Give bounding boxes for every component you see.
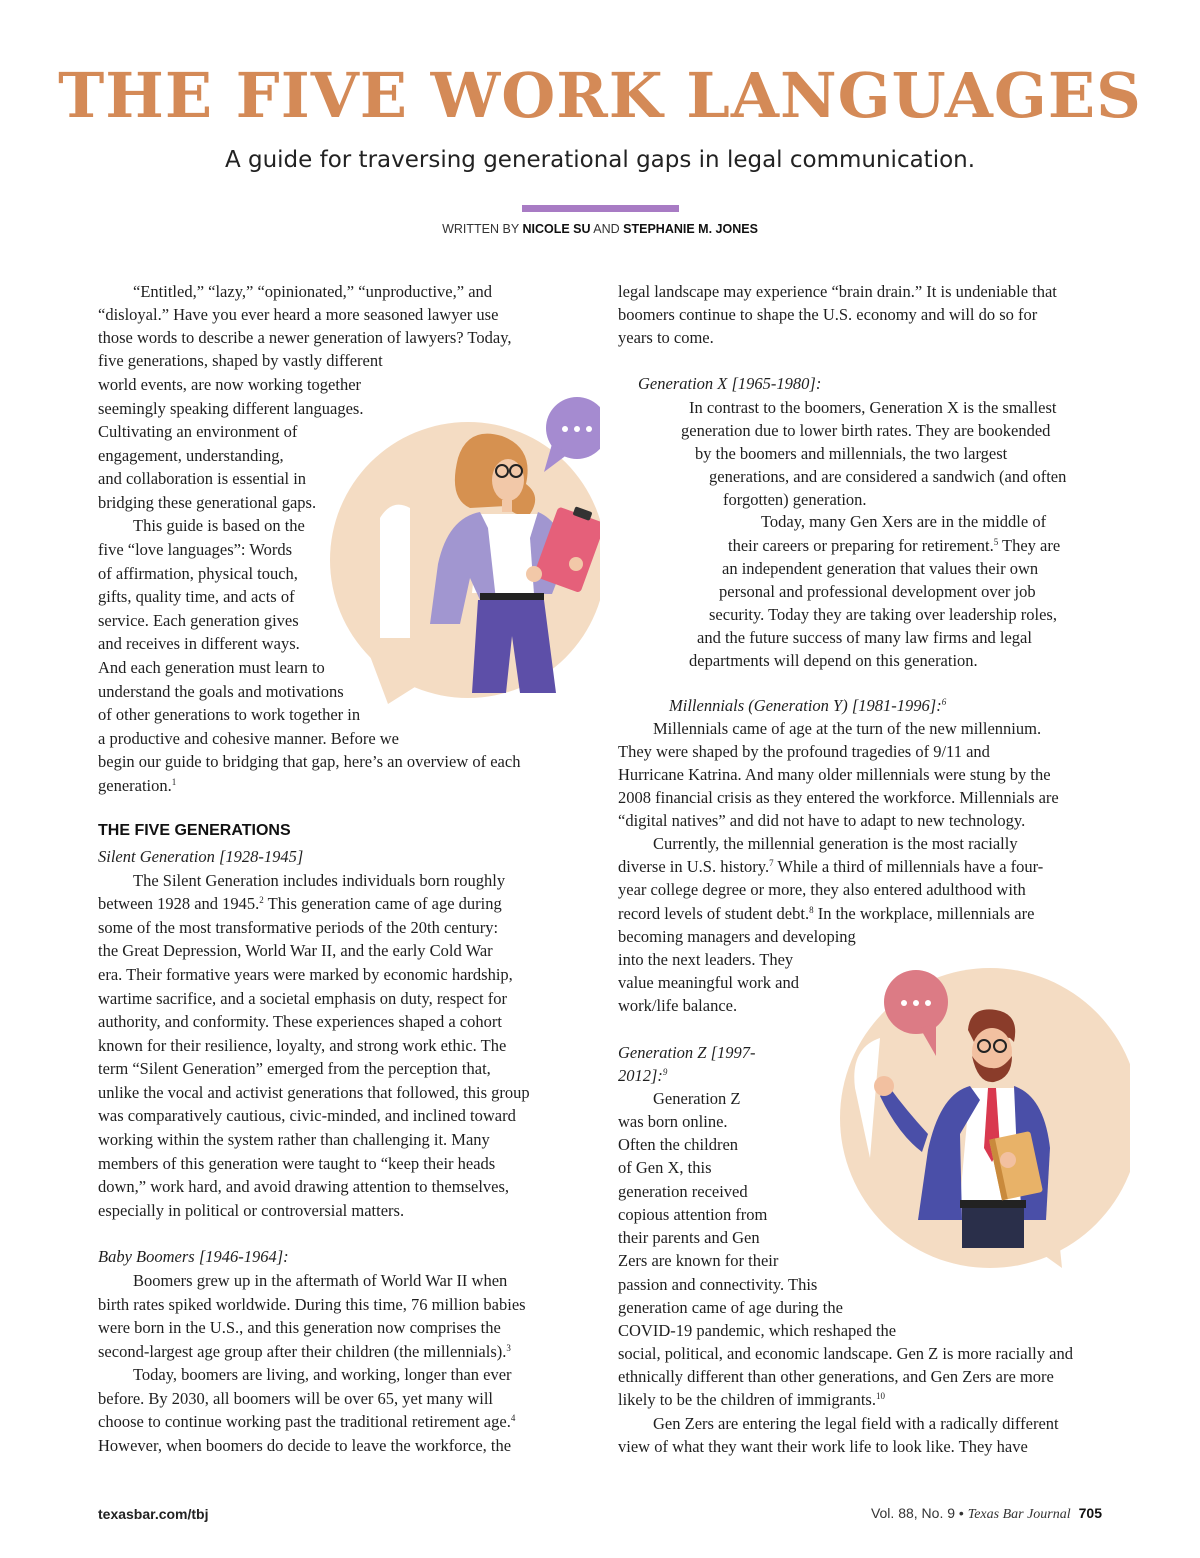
text-line: Gen Zers are entering the legal field with a radically different <box>653 1414 1059 1433</box>
text-line: world events, are now working together <box>98 375 362 394</box>
text-line <box>98 1410 515 1433</box>
text-line: five “love languages”: Words <box>98 540 293 559</box>
text-line: members of this generation were taught to “keep their heads <box>98 1154 496 1173</box>
text-line: departments will depend on this generation. <box>689 651 978 670</box>
text-run: record levels of student debt. <box>618 904 810 923</box>
text-line: seemingly speaking different languages. <box>98 399 364 418</box>
byline <box>0 220 1200 238</box>
footer-issue-info <box>871 1505 1102 1523</box>
footer-site-link[interactable]: texasbar.com/tbj <box>98 1506 209 1522</box>
footnote-ref[interactable]: 7 <box>769 858 774 868</box>
text-line: gifts, quality time, and acts of <box>98 587 295 606</box>
text-line: Zers are known for their <box>618 1251 779 1270</box>
text-line: Today, many Gen Xers are in the middle of <box>761 512 1047 531</box>
text-line <box>98 892 502 915</box>
text-line: However, when boomers do decide to leave the workforce, the <box>98 1436 512 1455</box>
text-line: COVID-19 pandemic, which reshaped the <box>618 1321 897 1340</box>
page-number: 705 <box>1078 1505 1102 1521</box>
text-line <box>618 855 1043 878</box>
text-line: becoming managers and developing <box>618 927 856 946</box>
text-line: boomers continue to shape the U.S. economy and will do so for <box>618 305 1038 324</box>
text-line: And each generation must learn to <box>98 658 325 677</box>
text-line: begin our guide to bridging that gap, here’s an overview of each <box>98 752 521 771</box>
text-line: engagement, understanding, <box>98 446 284 465</box>
text-run: between 1928 and 1945. <box>98 894 260 913</box>
text-run: diverse in U.S. history. <box>618 857 770 876</box>
text-line: 2008 financial crisis as they entered the workforce. Millennials are <box>618 788 1059 807</box>
footer-journal: Texas Bar Journal <box>967 1507 1071 1522</box>
text-line: those words to describe a newer generation of lawyers? Today, <box>98 328 512 347</box>
text-line: generations, and are considered a sandwich (and often <box>709 467 1067 486</box>
text-line: Hurricane Katrina. And many older millennials were stung by the <box>618 765 1051 784</box>
text-line: view of what they want their work life to look like. They have <box>618 1437 1028 1456</box>
text-line: Currently, the millennial generation is the most racially <box>653 834 1018 853</box>
text-line: value meaningful work and <box>618 973 799 992</box>
author-1: NICOLE SU <box>522 222 591 236</box>
text-line: ethnically different than other generations, and Gen Zers are more <box>618 1367 1054 1386</box>
text-line: era. Their formative years were marked by economic hardship, <box>98 965 513 984</box>
footer-bullet: • <box>958 1505 964 1521</box>
text-line: working within the system rather than challenging it. Many <box>98 1130 490 1149</box>
text-run: their careers or preparing for retirement. <box>728 536 994 555</box>
text-line: before. By 2030, all boomers will be over 65, yet many will <box>98 1389 494 1408</box>
footnote-ref[interactable]: 5 <box>993 537 999 547</box>
text-line: wartime sacrifice, and a societal emphasis on duty, respect for <box>98 989 507 1008</box>
text-line: In contrast to the boomers, Generation X is the smallest <box>689 398 1057 417</box>
text-line: of affirmation, physical touch, <box>98 564 298 583</box>
text-line <box>98 774 176 797</box>
text-line: generation received <box>618 1182 748 1201</box>
text-run: generation. <box>98 776 172 795</box>
text-line: term “Silent Generation” emerged from the perception that, <box>98 1059 491 1078</box>
text-line: known for their resilience, loyalty, and strong work ethic. The <box>98 1036 507 1055</box>
text-line: copious attention from <box>618 1205 768 1224</box>
text-line: a productive and cohesive manner. Before we <box>98 729 400 748</box>
text-line: “disloyal.” Have you ever heard a more seasoned lawyer use <box>98 305 499 324</box>
text-line: the Great Depression, World War II, and the early Cold War <box>98 941 493 960</box>
text-line: authority, and conformity. These experiences shaped a cohort <box>98 1012 502 1031</box>
text-line: security. Today they are taking over leadership roles, <box>709 605 1057 624</box>
subheading-silent: Silent Generation [1928-1945] <box>98 847 304 866</box>
text-run: second-largest age group after their children (the millennials). <box>98 1342 507 1361</box>
footnote-ref[interactable]: 9 <box>662 1067 668 1077</box>
text-line: some of the most transformative periods of the 20th century: <box>98 918 499 937</box>
text-line: The Silent Generation includes individuals born roughly <box>133 871 506 890</box>
text-line: by the boomers and millennials, the two largest <box>695 444 1008 463</box>
text-line: and the future success of many law firms and legal <box>697 628 1032 647</box>
footnote-ref[interactable]: 2 <box>259 895 264 905</box>
text-line: of other generations to work together in <box>98 705 361 724</box>
subheading-genx: Generation X [1965-1980]: <box>638 374 822 393</box>
title-divider <box>522 205 679 212</box>
text-line: work/life balance. <box>618 996 738 1015</box>
text-run: choose to continue working past the traditional retirement age. <box>98 1412 511 1431</box>
woman-with-clipboard-illustration <box>330 388 600 718</box>
man-with-book-illustration <box>810 938 1130 1283</box>
text-line: unlike the vocal and activist generations that followed, this group <box>98 1083 530 1102</box>
text-line: down,” work hard, and avoid drawing attention to themselves, <box>98 1177 510 1196</box>
text-line: an independent generation that values their own <box>722 559 1039 578</box>
subheading-genz-line1: Generation Z [1997- <box>618 1043 756 1062</box>
text-line: Cultivating an environment of <box>98 422 298 441</box>
text-line: “digital natives” and did not have to adapt to new technology. <box>618 811 1026 830</box>
text-line: “Entitled,” “lazy,” “opinionated,” “unproductive,” and <box>133 282 493 301</box>
text-line: social, political, and economic landscape. Gen Z is more racially and <box>618 1344 1073 1363</box>
footnote-ref[interactable]: 10 <box>875 1391 885 1401</box>
text-line <box>618 1388 885 1411</box>
text-run: While a third of millennials have a four- <box>773 857 1044 876</box>
footnote-ref[interactable]: 8 <box>809 905 814 915</box>
article-subtitle: A guide for traversing generational gaps in legal communication. <box>224 147 976 173</box>
text-line: of Gen X, this <box>618 1158 712 1177</box>
text-line: year college degree or more, they also entered adulthood with <box>618 880 1026 899</box>
text-line: This guide is based on the <box>133 516 305 535</box>
text-line: generation came of age during the <box>618 1298 843 1317</box>
text-line: and collaboration is essential in <box>98 469 307 488</box>
text-line: five generations, shaped by vastly different <box>98 351 383 370</box>
subheading-millennials <box>669 694 946 717</box>
footnote-ref[interactable]: 3 <box>506 1343 511 1353</box>
footnote-ref[interactable]: 6 <box>941 697 947 707</box>
text-line: bridging these generational gaps. <box>98 493 317 512</box>
text-line: Today, boomers are living, and working, longer than ever <box>133 1365 512 1384</box>
subheading-genz-line2 <box>618 1064 667 1087</box>
text-line: Millennials came of age at the turn of the new millennium. <box>653 719 1042 738</box>
text-line: forgotten) generation. <box>723 490 867 509</box>
text-line: Generation Z <box>653 1089 741 1108</box>
text-line: Often the children <box>618 1135 739 1154</box>
text-line <box>98 1340 511 1363</box>
footnote-ref[interactable]: 1 <box>171 777 177 787</box>
text-line: They were shaped by the profound tragedies of 9/11 and <box>618 742 990 761</box>
text-line: into the next leaders. They <box>618 950 794 969</box>
footnote-ref[interactable]: 4 <box>510 1413 516 1423</box>
byline-and: AND <box>590 222 624 236</box>
text-line: especially in political or controversial matters. <box>98 1201 405 1220</box>
text-line: was born online. <box>618 1112 728 1131</box>
text-run: They are <box>998 536 1061 555</box>
text-line: passion and connectivity. This <box>618 1275 818 1294</box>
text-run: This generation came of age during <box>263 894 502 913</box>
text-line: and receives in different ways. <box>98 634 300 653</box>
text-line: birth rates spiked worldwide. During this time, 76 million babies <box>98 1295 526 1314</box>
text-line <box>618 902 1034 925</box>
section-heading: THE FIVE GENERATIONS <box>98 822 291 839</box>
text-line: were born in the U.S., and this generation now comprises the <box>98 1318 501 1337</box>
text-line: understand the goals and motivations <box>98 682 344 701</box>
text-line: Boomers grew up in the aftermath of World War II when <box>133 1271 508 1290</box>
subheading-boomers: Baby Boomers [1946-1964]: <box>98 1247 289 1266</box>
speech-bubble-icon <box>544 397 600 472</box>
footer-volume: Vol. 88, No. 9 <box>870 1505 956 1521</box>
text-line: legal landscape may experience “brain drain.” It is undeniable that <box>618 282 1057 301</box>
text-run: 2012]: <box>618 1066 663 1085</box>
text-line <box>728 534 1060 557</box>
text-run: likely to be the children of immigrants. <box>618 1390 876 1409</box>
article-title: THE FIVE WORK LANGUAGES <box>58 59 1142 132</box>
author-2: STEPHANIE M. JONES <box>623 222 758 236</box>
text-line: years to come. <box>618 328 714 347</box>
text-line: service. Each generation gives <box>98 611 299 630</box>
byline-prefix: WRITTEN BY <box>442 222 523 236</box>
text-run: In the workplace, millennials are <box>813 904 1035 923</box>
text-line: was comparatively cautious, civic-minded, and inclined toward <box>98 1106 516 1125</box>
text-line: their parents and Gen <box>618 1228 760 1247</box>
text-line: personal and professional development over job <box>719 582 1036 601</box>
text-run: Millennials (Generation Y) [1981-1996]: <box>669 696 942 715</box>
text-line: generation due to lower birth rates. They are bookended <box>681 421 1051 440</box>
